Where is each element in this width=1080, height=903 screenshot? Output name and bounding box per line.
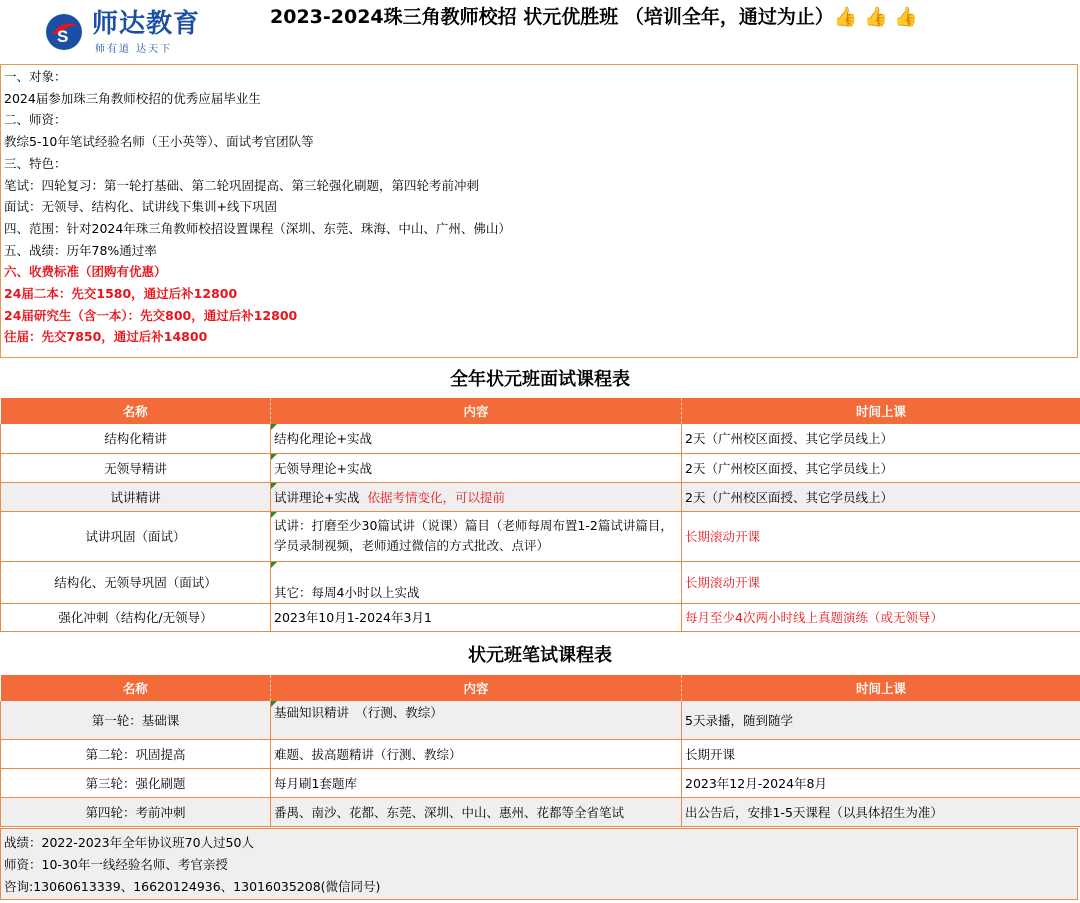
table-row bbox=[1, 453, 1080, 482]
row-name: 第四轮：考前冲刺 bbox=[1, 797, 271, 826]
row-content: 其它：每周4小时以上实战 bbox=[271, 561, 682, 603]
intro-line: 笔试：四轮复习：第一轮打基础、第二轮巩固提高、第三轮强化刷题，第四轮考前冲刺 bbox=[4, 177, 480, 193]
intro-line: 教综5-10年笔试经验名师（王小英等）、面试考官团队等 bbox=[4, 134, 314, 150]
table-row bbox=[1, 482, 1080, 511]
row-time: 长期开课 bbox=[682, 739, 1080, 768]
row-time: 2天（广州校区面授、其它学员线上） bbox=[682, 424, 1080, 453]
fee-line: 往届：先交7850，通过后补14800 bbox=[4, 329, 208, 345]
table-header bbox=[1, 398, 1080, 424]
row-name: 第一轮：基础课 bbox=[1, 701, 271, 739]
row-name: 无领导精讲 bbox=[1, 453, 271, 482]
interview-title: 全年状元班面试课程表 bbox=[450, 369, 630, 390]
interview-table bbox=[0, 398, 1080, 632]
col-header-time: 时间上课 bbox=[682, 398, 1080, 424]
row-time: 2天（广州校区面授、其它学员线上） bbox=[682, 453, 1080, 482]
row-name: 第三轮：强化刷题 bbox=[1, 768, 271, 797]
row-time: 5天录播，随到随学 bbox=[682, 701, 1080, 739]
col-header-content: 内容 bbox=[271, 398, 682, 424]
intro-line: 一、对象： bbox=[4, 69, 67, 84]
row-content bbox=[271, 482, 682, 511]
row-name: 试讲巩固（面试） bbox=[1, 511, 271, 561]
row-name: 第二轮：巩固提高 bbox=[1, 739, 271, 768]
footer-contact: 咨询:13060613339、16620124936、13016035208(微信同号) bbox=[4, 879, 381, 894]
intro-line: 二、师资： bbox=[4, 112, 67, 128]
row-content: 难题、拔高题精讲（行测、教综） bbox=[271, 739, 682, 768]
row-content: 结构化理论+实战 bbox=[271, 424, 682, 453]
col-header-time: 时间上课 bbox=[682, 675, 1080, 701]
table-row bbox=[1, 768, 1080, 797]
row-content-text: 试讲理论+实战 bbox=[274, 489, 360, 505]
row-content: 基础知识精讲 （行测、教综） bbox=[271, 701, 682, 739]
fee-line: 24届二本：先交1580，通过后补12800 bbox=[4, 286, 238, 302]
col-header-name: 名称 bbox=[1, 675, 271, 701]
row-content: 番禺、南沙、花都、东莞、深圳、中山、惠州、花都等全省笔试 bbox=[271, 797, 682, 826]
row-time: 长期滚动开课 bbox=[682, 561, 1080, 603]
row-time: 每月至少4次两小时线上真题演练（或无领导） bbox=[682, 603, 1080, 631]
table-row bbox=[1, 561, 1080, 603]
footer-teachers: 师资：10-30年一线经验名师、考官亲授 bbox=[4, 857, 228, 872]
table-row bbox=[1, 739, 1080, 768]
logo-name: 师达教育 bbox=[92, 9, 201, 39]
fee-heading: 六、收费标准（团购有优惠） bbox=[4, 264, 167, 280]
table-row bbox=[1, 424, 1080, 453]
footer-box bbox=[0, 828, 1078, 900]
row-time: 出公告后，安排1-5天课程（以具体招生为准） bbox=[682, 797, 1080, 826]
intro-line: 四、范围：针对2024年珠三角教师校招设置课程（深圳、东莞、珠海、中山、广州、佛山） bbox=[4, 220, 511, 236]
logo-icon bbox=[44, 12, 86, 52]
row-name: 试讲精讲 bbox=[1, 482, 271, 511]
intro-line: 2024届参加珠三角教师校招的优秀应届毕业生 bbox=[4, 90, 261, 106]
fee-line: 24届研究生（含一本）：先交800，通过后补12800 bbox=[4, 307, 298, 323]
row-content-note: 依据考情变化，可以提前 bbox=[367, 489, 505, 505]
svg-text:S: S bbox=[57, 27, 69, 46]
table-header bbox=[1, 675, 1080, 701]
row-name: 结构化精讲 bbox=[1, 424, 271, 453]
logo-slogan: 师有道 达天下 bbox=[95, 44, 173, 55]
table-row bbox=[1, 603, 1080, 631]
intro-line: 面试：无领导、结构化、试讲线下集训+线下巩固 bbox=[4, 199, 277, 215]
intro-box bbox=[0, 64, 1078, 358]
row-content: 试讲：打磨至少30篇试讲（说课）篇目（老师每周布置1-2篇试讲篇目，学员录制视频，老师通过微信的方式批改、点评） bbox=[271, 511, 682, 561]
row-time: 2023年12月-2024年8月 bbox=[682, 768, 1080, 797]
col-header-content: 内容 bbox=[271, 675, 682, 701]
row-name: 强化冲刺（结构化/无领导） bbox=[1, 603, 271, 631]
row-content: 2023年10月1-2024年3月1 bbox=[271, 603, 682, 631]
intro-line: 三、特色： bbox=[4, 155, 67, 171]
footer-achievement: 战绩：2022-2023年全年协议班70人过50人 bbox=[4, 835, 254, 850]
row-content: 无领导理论+实战 bbox=[271, 453, 682, 482]
row-name: 结构化、无领导巩固（面试） bbox=[1, 561, 271, 603]
table-row bbox=[1, 797, 1080, 826]
row-time: 长期滚动开课 bbox=[682, 511, 1080, 561]
col-header-name: 名称 bbox=[1, 398, 271, 424]
row-content: 每月刷1套题库 bbox=[271, 768, 682, 797]
intro-line: 五、战绩：历年78%通过率 bbox=[4, 242, 157, 258]
table-row bbox=[1, 701, 1080, 739]
table-row bbox=[1, 511, 1080, 561]
row-time: 2天（广州校区面授、其它学员线上） bbox=[682, 482, 1080, 511]
written-table bbox=[0, 675, 1080, 827]
written-title: 状元班笔试课程表 bbox=[468, 645, 612, 666]
page-title: 2023-2024珠三角教师校招 状元优胜班 （培训全年，通过为止）👍 👍 👍 bbox=[270, 6, 919, 28]
